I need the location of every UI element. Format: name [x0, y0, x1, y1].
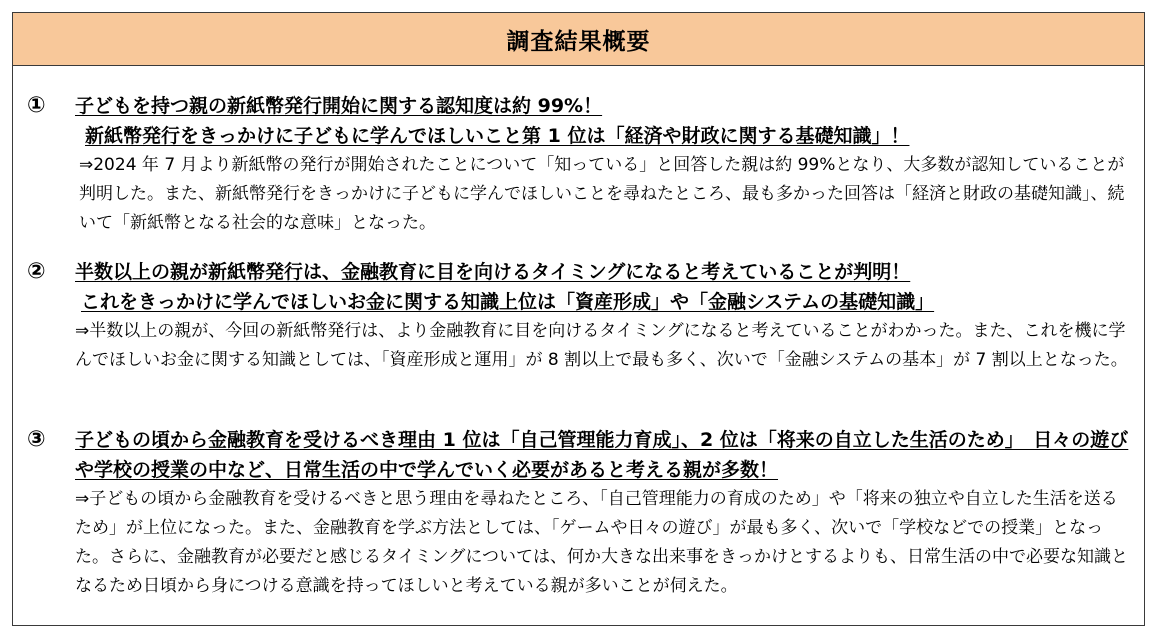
section-number: ①: [27, 93, 46, 118]
section-number: ②: [27, 259, 46, 284]
section-number: ③: [27, 427, 46, 452]
summary-box: [12, 12, 1145, 626]
section-headline-1: 子どもを持つ親の新紙幣発行開始に関する認知度は約 99%！: [75, 95, 603, 117]
section-body: ⇒子どもの頃から金融教育を受けるべきと思う理由を尋ねたところ、「自己管理能力の育成のため」や「将来の独立や自立した生活を送るため」が上位になった。また、金融教育を学ぶ方法としては、「ゲームや日々の遊び」が最も多く、次いで「学校などでの授業」となった。さらに、金融教育が必要だと感じるタイミングについては、何か大きな出来事をきっかけとするよりも、日常生活の中で必要な知識となるため日頃から身につける意識を持ってほしいと考えている親が多いことが伺えた。: [75, 489, 1128, 596]
section-headline-1: 半数以上の親が新紙幣発行は、金融教育に目を向けるタイミングになると考えていることが判明！: [75, 261, 911, 283]
summary-title: 調査結果概要: [13, 13, 1144, 66]
section-body: ⇒半数以上の親が、今回の新紙幣発行は、より金融教育に目を向けるタイミングになると考えていることがわかった。また、これを機に学んでほしいお金に関する知識としては、「資産形成と運用」が 8 割以上で最も多く、次いで「金融システムの基本」が 7 割以上となった。: [75, 321, 1128, 370]
section-headline-2: 新紙幣発行をきっかけに子どもに学んでほしいこと第 1 位は「経済や財政に関する基礎知識」！: [85, 125, 910, 147]
section-body: ⇒2024 年 7 月より新紙幣の発行が開始されたことについて「知っている」と回答した親は約 99%となり、大多数が認知していることが判明した。また、新紙幣発行をきっかけに子どもに学んでほしいことを尋ねたところ、最も多かった回答は「経済と財政の基礎知識」、続いて「新紙幣となる社会的な意味」となった。: [79, 155, 1125, 233]
section-headline-2: これをきっかけに学んでほしいお金に関する知識上位は「資産形成」や「金融システムの基礎知識」: [81, 291, 935, 313]
section-headline: 子どもの頃から金融教育を受けるべき理由 1 位は「自己管理能力育成」、2 位は「将来の自立した生活のため」 日々の遊びや学校の授業の中など、日常生活の中で学んでいく必要があると考える親が多数！: [75, 429, 1129, 481]
